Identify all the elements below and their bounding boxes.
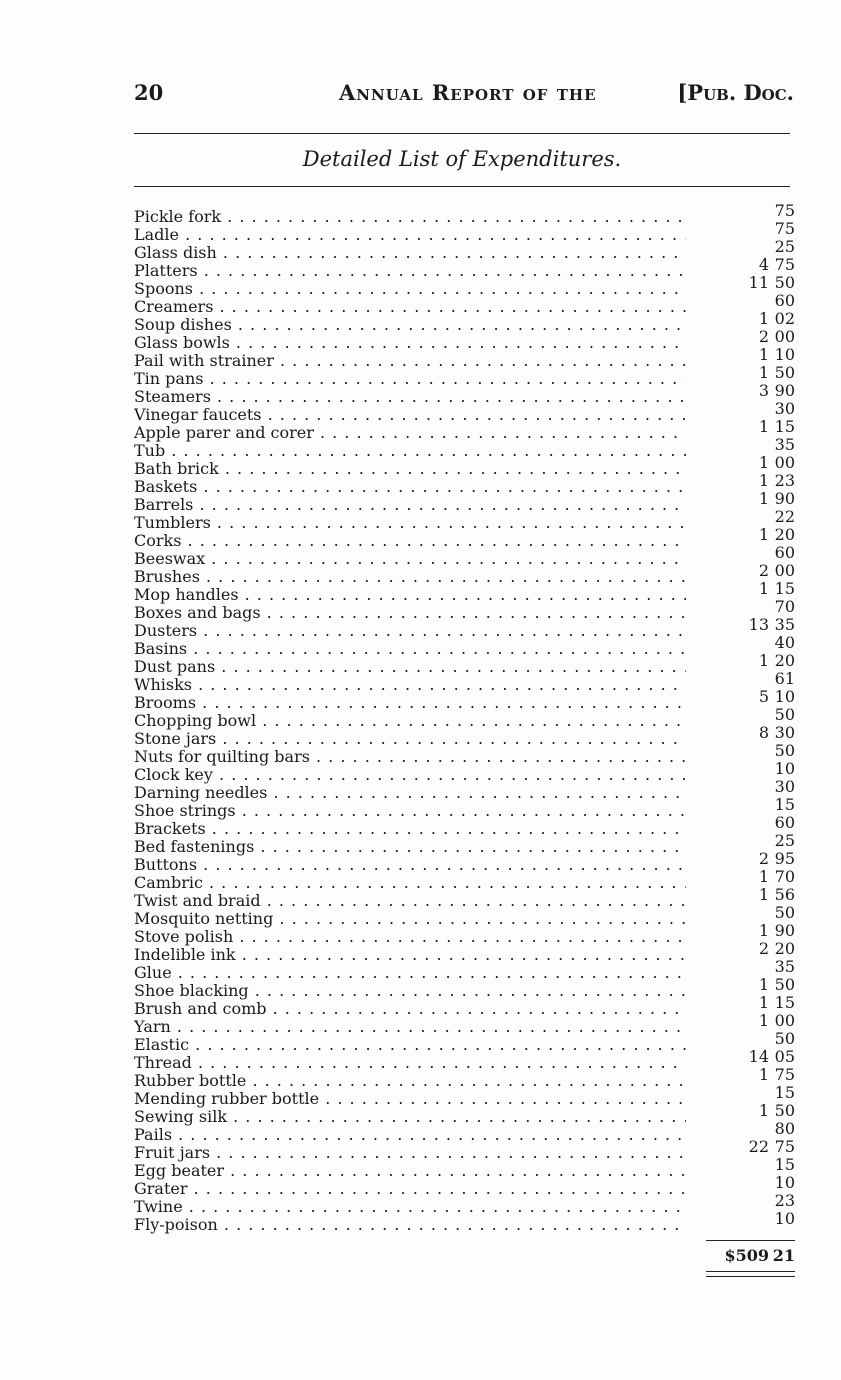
item-cents: 75: [774, 1137, 795, 1156]
item-label: Nuts for quilting bars . . .: [134, 748, 686, 766]
top-rule: [134, 133, 790, 134]
list-item: [134, 453, 795, 478]
list-item: [134, 255, 795, 280]
item-cents: 35: [774, 435, 795, 454]
list-item: [134, 309, 795, 334]
item-cents: 30: [774, 777, 795, 796]
item-cents: 90: [774, 489, 795, 508]
list-item: [134, 849, 795, 874]
item-label: Tub . . .: [134, 442, 686, 460]
item-label: Elastic . . .: [134, 1036, 686, 1054]
item-label: Clock key . . .: [134, 766, 686, 784]
item-label: Mop handles . . .: [134, 586, 686, 604]
list-item: [134, 1065, 795, 1090]
item-dollars: 1: [758, 579, 769, 598]
list-item: [134, 813, 795, 838]
item-label: Darning needles . . .: [134, 784, 686, 802]
page-header: [134, 80, 794, 110]
item-label: Pail with strainer . . .: [134, 352, 686, 370]
item-cents: 25: [774, 831, 795, 850]
list-item: [134, 507, 795, 532]
list-item: [134, 759, 795, 784]
item-label: Glass bowls . . .: [134, 334, 686, 352]
item-cents: 70: [774, 597, 795, 616]
item-cents: 00: [774, 561, 795, 580]
item-dollars: 1: [758, 489, 769, 508]
item-label: Egg beater . . .: [134, 1162, 686, 1180]
list-item: [134, 237, 795, 262]
item-cents: 05: [774, 1047, 795, 1066]
list-item: [134, 363, 795, 388]
item-label: Soup dishes . . .: [134, 316, 686, 334]
item-label: Baskets . . .: [134, 478, 686, 496]
item-label: Bed fastenings . . .: [134, 838, 686, 856]
item-cents: 60: [774, 543, 795, 562]
item-dollars: 4: [758, 255, 769, 274]
item-label: Boxes and bags . . .: [134, 604, 686, 622]
item-cents: 15: [774, 795, 795, 814]
item-label: Twist and braid . . .: [134, 892, 686, 910]
item-cents: 75: [774, 255, 795, 274]
item-dollars: 1: [758, 975, 769, 994]
list-item: [134, 705, 795, 730]
item-dollars: 14: [748, 1047, 769, 1066]
item-cents: 15: [774, 993, 795, 1012]
list-item: [134, 291, 795, 316]
list-item: [134, 1083, 795, 1108]
list-item: [134, 327, 795, 352]
item-dollars: 3: [758, 381, 769, 400]
list-item: [134, 1011, 795, 1036]
item-label: Brooms . . .: [134, 694, 686, 712]
list-item: [134, 219, 795, 244]
item-cents: 50: [774, 1029, 795, 1048]
item-dollars: 1: [758, 309, 769, 328]
item-cents: 56: [774, 885, 795, 904]
item-label: Pails . . .: [134, 1126, 686, 1144]
item-label: Chopping bowl . . .: [134, 712, 686, 730]
item-label: Spoons . . .: [134, 280, 686, 298]
list-item: [134, 273, 795, 298]
list-item: [134, 1155, 795, 1180]
item-dollars: 1: [758, 1011, 769, 1030]
item-label: Dusters . . .: [134, 622, 686, 640]
list-item: [134, 1047, 795, 1072]
item-label: Barrels . . .: [134, 496, 686, 514]
list-item: [134, 597, 795, 622]
list-item: [134, 921, 795, 946]
item-dollars: 1: [758, 363, 769, 382]
item-cents: 10: [774, 1209, 795, 1228]
item-cents: 20: [774, 651, 795, 670]
list-item: [134, 795, 795, 820]
list-item: [134, 777, 795, 802]
list-item: [134, 1191, 795, 1216]
item-cents: 75: [774, 201, 795, 220]
list-item: [134, 561, 795, 586]
item-label: Sewing silk . . .: [134, 1108, 686, 1126]
item-label: Beeswax . . .: [134, 550, 686, 568]
item-dollars: 2: [758, 561, 769, 580]
item-label: Indelible ink . . .: [134, 946, 686, 964]
item-label: Brush and comb . . .: [134, 1000, 686, 1018]
total-dollars: $509: [724, 1246, 769, 1265]
item-label: Buttons . . .: [134, 856, 686, 874]
item-dollars: 2: [758, 939, 769, 958]
item-label: Apple parer and corer . . .: [134, 424, 686, 442]
item-cents: 00: [774, 453, 795, 472]
item-cents: 80: [774, 1119, 795, 1138]
list-item: [134, 633, 795, 658]
item-label: Mosquito netting . . .: [134, 910, 686, 928]
item-cents: 60: [774, 291, 795, 310]
item-dollars: 1: [758, 867, 769, 886]
list-item: [134, 651, 795, 676]
item-label: Bath brick . . .: [134, 460, 686, 478]
list-item: [134, 1101, 795, 1126]
item-label: Basins . . .: [134, 640, 686, 658]
item-label: Shoe strings . . .: [134, 802, 686, 820]
list-item: [134, 993, 795, 1018]
item-label: Pickle fork . . .: [134, 208, 686, 226]
item-cents: 10: [774, 1173, 795, 1192]
list-item: [134, 1119, 795, 1144]
item-dollars: 5: [758, 687, 769, 706]
list-item: [134, 201, 795, 226]
item-label: Glue . . .: [134, 964, 686, 982]
list-item: [134, 579, 795, 604]
total-rule: [706, 1240, 795, 1241]
list-item: [134, 975, 795, 1000]
item-label: Yarn . . .: [134, 1018, 686, 1036]
item-cents: 50: [774, 363, 795, 382]
item-cents: 50: [774, 1101, 795, 1120]
item-cents: 50: [774, 705, 795, 724]
item-cents: 22: [774, 507, 795, 526]
item-dollars: 1: [758, 993, 769, 1012]
item-label: Brackets . . .: [134, 820, 686, 838]
running-title: Annual Report of the: [339, 80, 597, 105]
item-cents: 75: [774, 1065, 795, 1084]
item-dollars: 1: [758, 345, 769, 364]
item-cents: 90: [774, 381, 795, 400]
list-item: [134, 831, 795, 856]
item-label: Dust pans . . .: [134, 658, 686, 676]
item-dollars: 1: [758, 885, 769, 904]
list-item: [134, 903, 795, 928]
item-label: Rubber bottle . . .: [134, 1072, 686, 1090]
item-cents: 15: [774, 579, 795, 598]
list-item: [134, 435, 795, 460]
item-cents: 10: [774, 687, 795, 706]
list-item: [134, 939, 795, 964]
item-dollars: 1: [758, 921, 769, 940]
item-label: Ladle . . .: [134, 226, 686, 244]
item-dollars: 1: [758, 525, 769, 544]
item-cents: 40: [774, 633, 795, 652]
item-label: Grater . . .: [134, 1180, 686, 1198]
page-number: 20: [134, 80, 164, 105]
item-cents: 02: [774, 309, 795, 328]
item-dollars: 1: [758, 453, 769, 472]
list-item: [134, 1173, 795, 1198]
item-dollars: 1: [758, 1101, 769, 1120]
list-item: [134, 471, 795, 496]
list-item: [134, 723, 795, 748]
item-cents: 61: [774, 669, 795, 688]
item-label: Vinegar faucets . . .: [134, 406, 686, 424]
list-item: [134, 543, 795, 568]
section-title: Detailed List of Expenditures.: [302, 147, 622, 171]
list-item: [134, 741, 795, 766]
item-cents: 30: [774, 399, 795, 418]
item-cents: 23: [774, 471, 795, 490]
list-item: [134, 615, 795, 640]
item-cents: 20: [774, 525, 795, 544]
list-item: [134, 885, 795, 910]
item-label: Creamers . . .: [134, 298, 686, 316]
item-cents: 60: [774, 813, 795, 832]
item-label: Steamers . . .: [134, 388, 686, 406]
item-dollars: 2: [758, 327, 769, 346]
list-item: [134, 489, 795, 514]
item-label: Shoe blacking . . .: [134, 982, 686, 1000]
item-cents: 15: [774, 1083, 795, 1102]
item-cents: 90: [774, 921, 795, 940]
total-cents: 21: [772, 1246, 795, 1265]
list-item: [134, 381, 795, 406]
list-item: [134, 669, 795, 694]
item-label: Tin pans . . .: [134, 370, 686, 388]
list-item: [134, 1137, 795, 1162]
item-label: Thread . . .: [134, 1054, 686, 1072]
list-item: [134, 1029, 795, 1054]
item-dollars: 1: [758, 1065, 769, 1084]
item-cents: 95: [774, 849, 795, 868]
item-dollars: 11: [748, 273, 769, 292]
expenditure-list: [134, 201, 795, 1234]
item-cents: 00: [774, 327, 795, 346]
item-label: Corks . . .: [134, 532, 686, 550]
list-item: [134, 525, 795, 550]
item-cents: 15: [774, 1155, 795, 1174]
item-cents: 50: [774, 741, 795, 760]
item-dollars: 1: [758, 471, 769, 490]
item-label: Platters . . .: [134, 262, 686, 280]
list-item: [134, 399, 795, 424]
item-dollars: 8: [758, 723, 769, 742]
list-item: [134, 687, 795, 712]
item-label: Cambric . . .: [134, 874, 686, 892]
item-dollars: 22: [748, 1137, 769, 1156]
item-cents: 23: [774, 1191, 795, 1210]
list-item: [134, 867, 795, 892]
item-dollars: 1: [758, 417, 769, 436]
item-label: Mending rubber bottle . . .: [134, 1090, 686, 1108]
total-double-rule: [706, 1271, 795, 1277]
item-cents: 50: [774, 273, 795, 292]
section-rule: [134, 186, 790, 187]
document-type: [Pub. Doc.: [677, 80, 794, 105]
list-item: [134, 1209, 795, 1234]
item-cents: 50: [774, 975, 795, 994]
total-row: [706, 1246, 795, 1266]
item-cents: 15: [774, 417, 795, 436]
item-cents: 25: [774, 237, 795, 256]
item-dollars: 13: [748, 615, 769, 634]
item-label: Fly-poison . . .: [134, 1216, 686, 1234]
item-cents: 75: [774, 219, 795, 238]
item-cents: 70: [774, 867, 795, 886]
item-cents: 50: [774, 903, 795, 922]
item-cents: 30: [774, 723, 795, 742]
item-cents: 00: [774, 1011, 795, 1030]
item-label: Stone jars . . .: [134, 730, 686, 748]
item-label: Whisks . . .: [134, 676, 686, 694]
item-label: Fruit jars . . .: [134, 1144, 686, 1162]
item-cents: 20: [774, 939, 795, 958]
item-cents: 10: [774, 759, 795, 778]
item-label: Brushes . . .: [134, 568, 686, 586]
item-dollars: 2: [758, 849, 769, 868]
item-label: Stove polish . . .: [134, 928, 686, 946]
list-item: [134, 417, 795, 442]
item-label: Glass dish . . .: [134, 244, 686, 262]
list-item: [134, 345, 795, 370]
item-label: Tumblers . . .: [134, 514, 686, 532]
item-dollars: 1: [758, 651, 769, 670]
item-cents: 35: [774, 957, 795, 976]
item-cents: 35: [774, 615, 795, 634]
list-item: [134, 957, 795, 982]
item-cents: 10: [774, 345, 795, 364]
item-label: Twine . . .: [134, 1198, 686, 1216]
